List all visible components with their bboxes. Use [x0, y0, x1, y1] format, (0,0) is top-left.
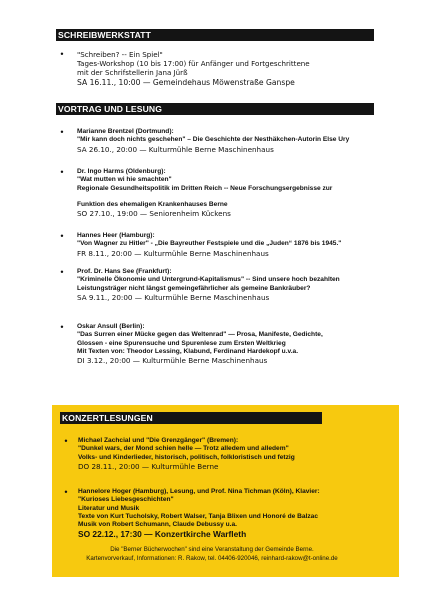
- event-text: Tages-Workshop (10 bis 17:00) für Anfänger und Fortgeschrittene: [77, 59, 310, 69]
- event-text: Glossen - eine Spurensuche und Spurenlese zum Ersten Weltkrieg: [77, 339, 286, 347]
- event-text: Regionale Gesundheitspolitik im Dritten Reich -- Neue Forschungsergebnisse zur: [77, 184, 333, 192]
- event-date-venue: SA 16.11., 10:00 — Gemeindehaus Möwenstraße Ganspe: [77, 77, 295, 87]
- event-date-venue: DO 28.11., 20:00 — Kulturmühle Berne: [78, 461, 219, 471]
- event-speaker: Michael Zachcial und "Die Grenzgänger" (Bremen):: [78, 437, 239, 444]
- footer: [20, 546, 404, 563]
- event-text: Musik von Robert Schumann, Claude Debussy u.a.: [78, 521, 238, 529]
- section-heading-schreibwerkstatt: SCHREIBWERKSTATT: [56, 29, 374, 41]
- bullet-icon: •: [64, 487, 68, 497]
- event-date-venue: FR 8.11., 20:00 — Kulturmühle Berne Maschinenhaus: [77, 248, 269, 258]
- event-text: Leistungsträger nicht längst gemeingefährlicher als gemeine Bankräuber?: [77, 284, 311, 292]
- bullet-icon: •: [60, 49, 64, 59]
- bullet-icon: •: [64, 436, 68, 446]
- event-title: "Schreiben? -- Ein Spiel": [77, 50, 163, 59]
- event-title: "Mir kann doch nichts geschehen" – Die Geschichte der Nesthäkchen-Autorin Else Ury: [77, 136, 350, 144]
- event-date-venue: DI 3.12., 20:00 — Kulturmühle Berne Maschinenhaus: [77, 356, 268, 366]
- event-speaker: Oskar Ansull (Berlin):: [77, 323, 145, 330]
- event-text: Volks- und Kinderlieder, historisch, politisch, folkloristisch und fetzig: [78, 453, 295, 461]
- bullet-icon: •: [60, 322, 64, 332]
- event-title: "Kriminelle Ökonomie und Untergrund-Kapitalismus" -- Sind unsere hoch bezahlten: [77, 276, 340, 284]
- event-title: "Wat mutten wi hie smachten": [77, 176, 172, 184]
- footer-contact: Kartenvorverkauf, Informationen: R. Rakow, tel. 04406-920046, reinhard-rakow@t-online.de: [86, 554, 338, 562]
- section-heading-konzert: KONZERTLESUNGEN: [60, 412, 322, 424]
- event-title: "Kurioses Liebesgeschichten": [78, 496, 174, 504]
- event-date-venue: SA 26.10., 20:00 — Kulturmühle Berne Maschinenhaus: [77, 144, 274, 154]
- event-date-venue: SA 9.11., 20:00 — Kulturmühle Berne Maschinenhaus: [77, 292, 270, 302]
- footer-organizer: Die "Berner Bücherwochen" sind eine Veranstaltung der Gemeinde Berne.: [110, 546, 314, 553]
- event-date-venue: SO 27.10., 19:00 — Seniorenheim Kückens: [77, 209, 231, 219]
- event-date-venue: SO 22.12., 17:30 — Konzertkirche Warfleth: [78, 529, 247, 540]
- event-title: "Dunkel wars, der Mond schien helle — Trotz alledem und alledem": [78, 445, 289, 453]
- event-text: Mit Texten von: Theodor Lessing, Klabund, Ferdinand Hardekopf u.v.a.: [77, 347, 299, 355]
- event-text-spacer: [77, 193, 378, 201]
- event-text: Texte von Kurt Tucholsky, Robert Walser, Tanja Blixen und Honoré de Balzac: [78, 512, 318, 520]
- event-speaker: Hannes Heer (Hamburg):: [77, 232, 155, 239]
- event-title: "Von Wagner zu Hitler" - „Die Bayreuther Festspiele und die „Juden“ 1876 bis 1945.": [77, 240, 342, 248]
- bullet-icon: •: [60, 127, 64, 137]
- event-speaker: Hannelore Hoger (Hamburg), Lesung, und Prof. Nina Tichman (Köln), Klavier:: [78, 488, 320, 495]
- section-heading-vortrag: VORTRAG UND LESUNG: [56, 103, 374, 115]
- event-speaker: Marianne Brentzel (Dortmund):: [77, 128, 174, 135]
- bullet-icon: •: [60, 267, 64, 277]
- event-title: "Das Surren einer Mücke gegen das Weltenrad" — Prosa, Manifeste, Gedichte,: [77, 331, 323, 339]
- event-text: Literatur und Musik: [78, 504, 140, 512]
- event-speaker: Prof. Dr. Hans See (Frankfurt):: [77, 268, 172, 275]
- event-text: Funktion des ehemaligen Krankenhauses Berne: [77, 201, 228, 209]
- bullet-icon: •: [60, 231, 64, 241]
- bullet-icon: •: [60, 167, 64, 177]
- event-text: mit der Schrifstellerin Jana Jürß: [77, 68, 188, 78]
- event-speaker: Dr. Ingo Harms (Oldenburg):: [77, 168, 166, 175]
